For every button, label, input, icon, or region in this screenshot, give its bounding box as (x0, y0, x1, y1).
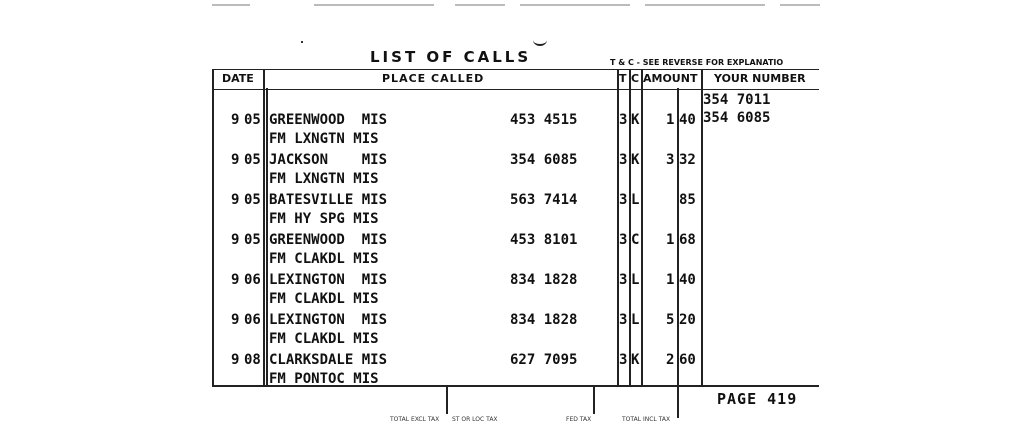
call-from: FM CLAKDL MIS (269, 291, 379, 307)
call-number: 834 1828 (510, 272, 578, 288)
call-month: 9 (231, 272, 240, 288)
call-month: 9 (231, 152, 240, 168)
call-place: LEXINGTON MIS (269, 272, 388, 288)
call-amount-dollars: 1 (666, 232, 675, 248)
header-amount: AMOUNT (643, 72, 698, 85)
call-c-code: K (631, 352, 640, 368)
call-amount-cents: 60 (679, 352, 696, 368)
call-day: 06 (244, 312, 261, 328)
call-amount-cents: 20 (679, 312, 696, 328)
explanation-note: T & C - SEE REVERSE FOR EXPLANATIO (610, 58, 784, 67)
call-c-code: L (631, 312, 640, 328)
call-amount-cents: 85 (679, 192, 696, 208)
call-month: 9 (231, 352, 240, 368)
scan-mark (533, 34, 547, 46)
call-amount-dollars: 1 (666, 272, 675, 288)
call-t-code: 3 (619, 352, 628, 368)
call-t-code: 3 (619, 112, 628, 128)
call-number: 563 7414 (510, 192, 578, 208)
call-month: 9 (231, 312, 240, 328)
page-title: LIST OF CALLS (370, 48, 532, 66)
call-place: JACKSON MIS (269, 152, 388, 168)
footer-divider (593, 386, 595, 414)
scan-mark (314, 4, 434, 6)
call-day: 05 (244, 152, 261, 168)
call-t-code: 3 (619, 232, 628, 248)
call-amount-dollars: 1 (666, 112, 675, 128)
call-from: FM CLAKDL MIS (269, 251, 379, 267)
call-c-code: L (631, 272, 640, 288)
call-amount-cents: 32 (679, 152, 696, 168)
call-t-code: 3 (619, 192, 628, 208)
call-c-code: L (631, 192, 640, 208)
call-amount-dollars: 5 (666, 312, 675, 328)
footer-total-incl-tax: TOTAL INCL TAX (622, 416, 671, 423)
scan-mark (520, 4, 630, 6)
scan-dot (301, 41, 303, 43)
column-divider (641, 69, 643, 386)
call-amount-cents: 40 (679, 272, 696, 288)
call-place: CLARKSDALE MIS (269, 352, 388, 368)
your-number: 354 6085 (703, 110, 771, 126)
call-day: 05 (244, 112, 261, 128)
call-from: FM HY SPG MIS (269, 211, 379, 227)
call-t-code: 3 (619, 272, 628, 288)
call-month: 9 (231, 112, 240, 128)
call-c-code: K (631, 152, 640, 168)
call-c-code: K (631, 112, 640, 128)
call-amount-cents: 68 (679, 232, 696, 248)
call-number: 453 8101 (510, 232, 578, 248)
call-from: FM LXNGTN MIS (269, 131, 379, 147)
header-t: T (619, 72, 627, 85)
call-from: FM CLAKDL MIS (269, 331, 379, 347)
scan-mark (645, 4, 765, 6)
call-number: 834 1828 (510, 312, 578, 328)
call-t-code: 3 (619, 312, 628, 328)
header-your-number: YOUR NUMBER (714, 72, 806, 85)
call-amount-dollars: 3 (666, 152, 675, 168)
call-number: 453 4515 (510, 112, 578, 128)
call-place: LEXINGTON MIS (269, 312, 388, 328)
call-place: GREENWOOD MIS (269, 112, 388, 128)
call-place: BATESVILLE MIS (269, 192, 388, 208)
call-from: FM PONTOC MIS (269, 371, 379, 387)
call-number: 627 7095 (510, 352, 578, 368)
scan-mark (455, 4, 505, 6)
call-amount-dollars: 2 (666, 352, 675, 368)
call-month: 9 (231, 192, 240, 208)
scan-mark (780, 4, 820, 6)
page-number: PAGE 419 (717, 390, 798, 408)
footer-total-excl-tax: TOTAL EXCL TAX (390, 416, 440, 423)
call-day: 08 (244, 352, 261, 368)
call-day: 05 (244, 232, 261, 248)
scan-mark (212, 4, 250, 6)
header-place-called: PLACE CALLED (382, 72, 485, 85)
column-divider (266, 88, 268, 386)
call-number: 354 6085 (510, 152, 578, 168)
call-c-code: C (631, 232, 640, 248)
your-number: 354 7011 (703, 92, 771, 108)
header-c: C (631, 72, 640, 85)
call-place: GREENWOOD MIS (269, 232, 388, 248)
footer-divider (446, 386, 448, 414)
table-header (212, 69, 819, 90)
call-from: FM LXNGTN MIS (269, 171, 379, 187)
call-amount-cents: 40 (679, 112, 696, 128)
call-month: 9 (231, 232, 240, 248)
header-date: DATE (222, 72, 254, 85)
call-day: 05 (244, 192, 261, 208)
column-divider (263, 69, 265, 386)
footer-fed-tax: FED TAX (566, 416, 592, 423)
footer-state-local-tax: ST OR LOC TAX (452, 416, 498, 423)
call-t-code: 3 (619, 152, 628, 168)
call-day: 06 (244, 272, 261, 288)
column-divider (677, 88, 679, 418)
table-border-left (212, 69, 214, 386)
